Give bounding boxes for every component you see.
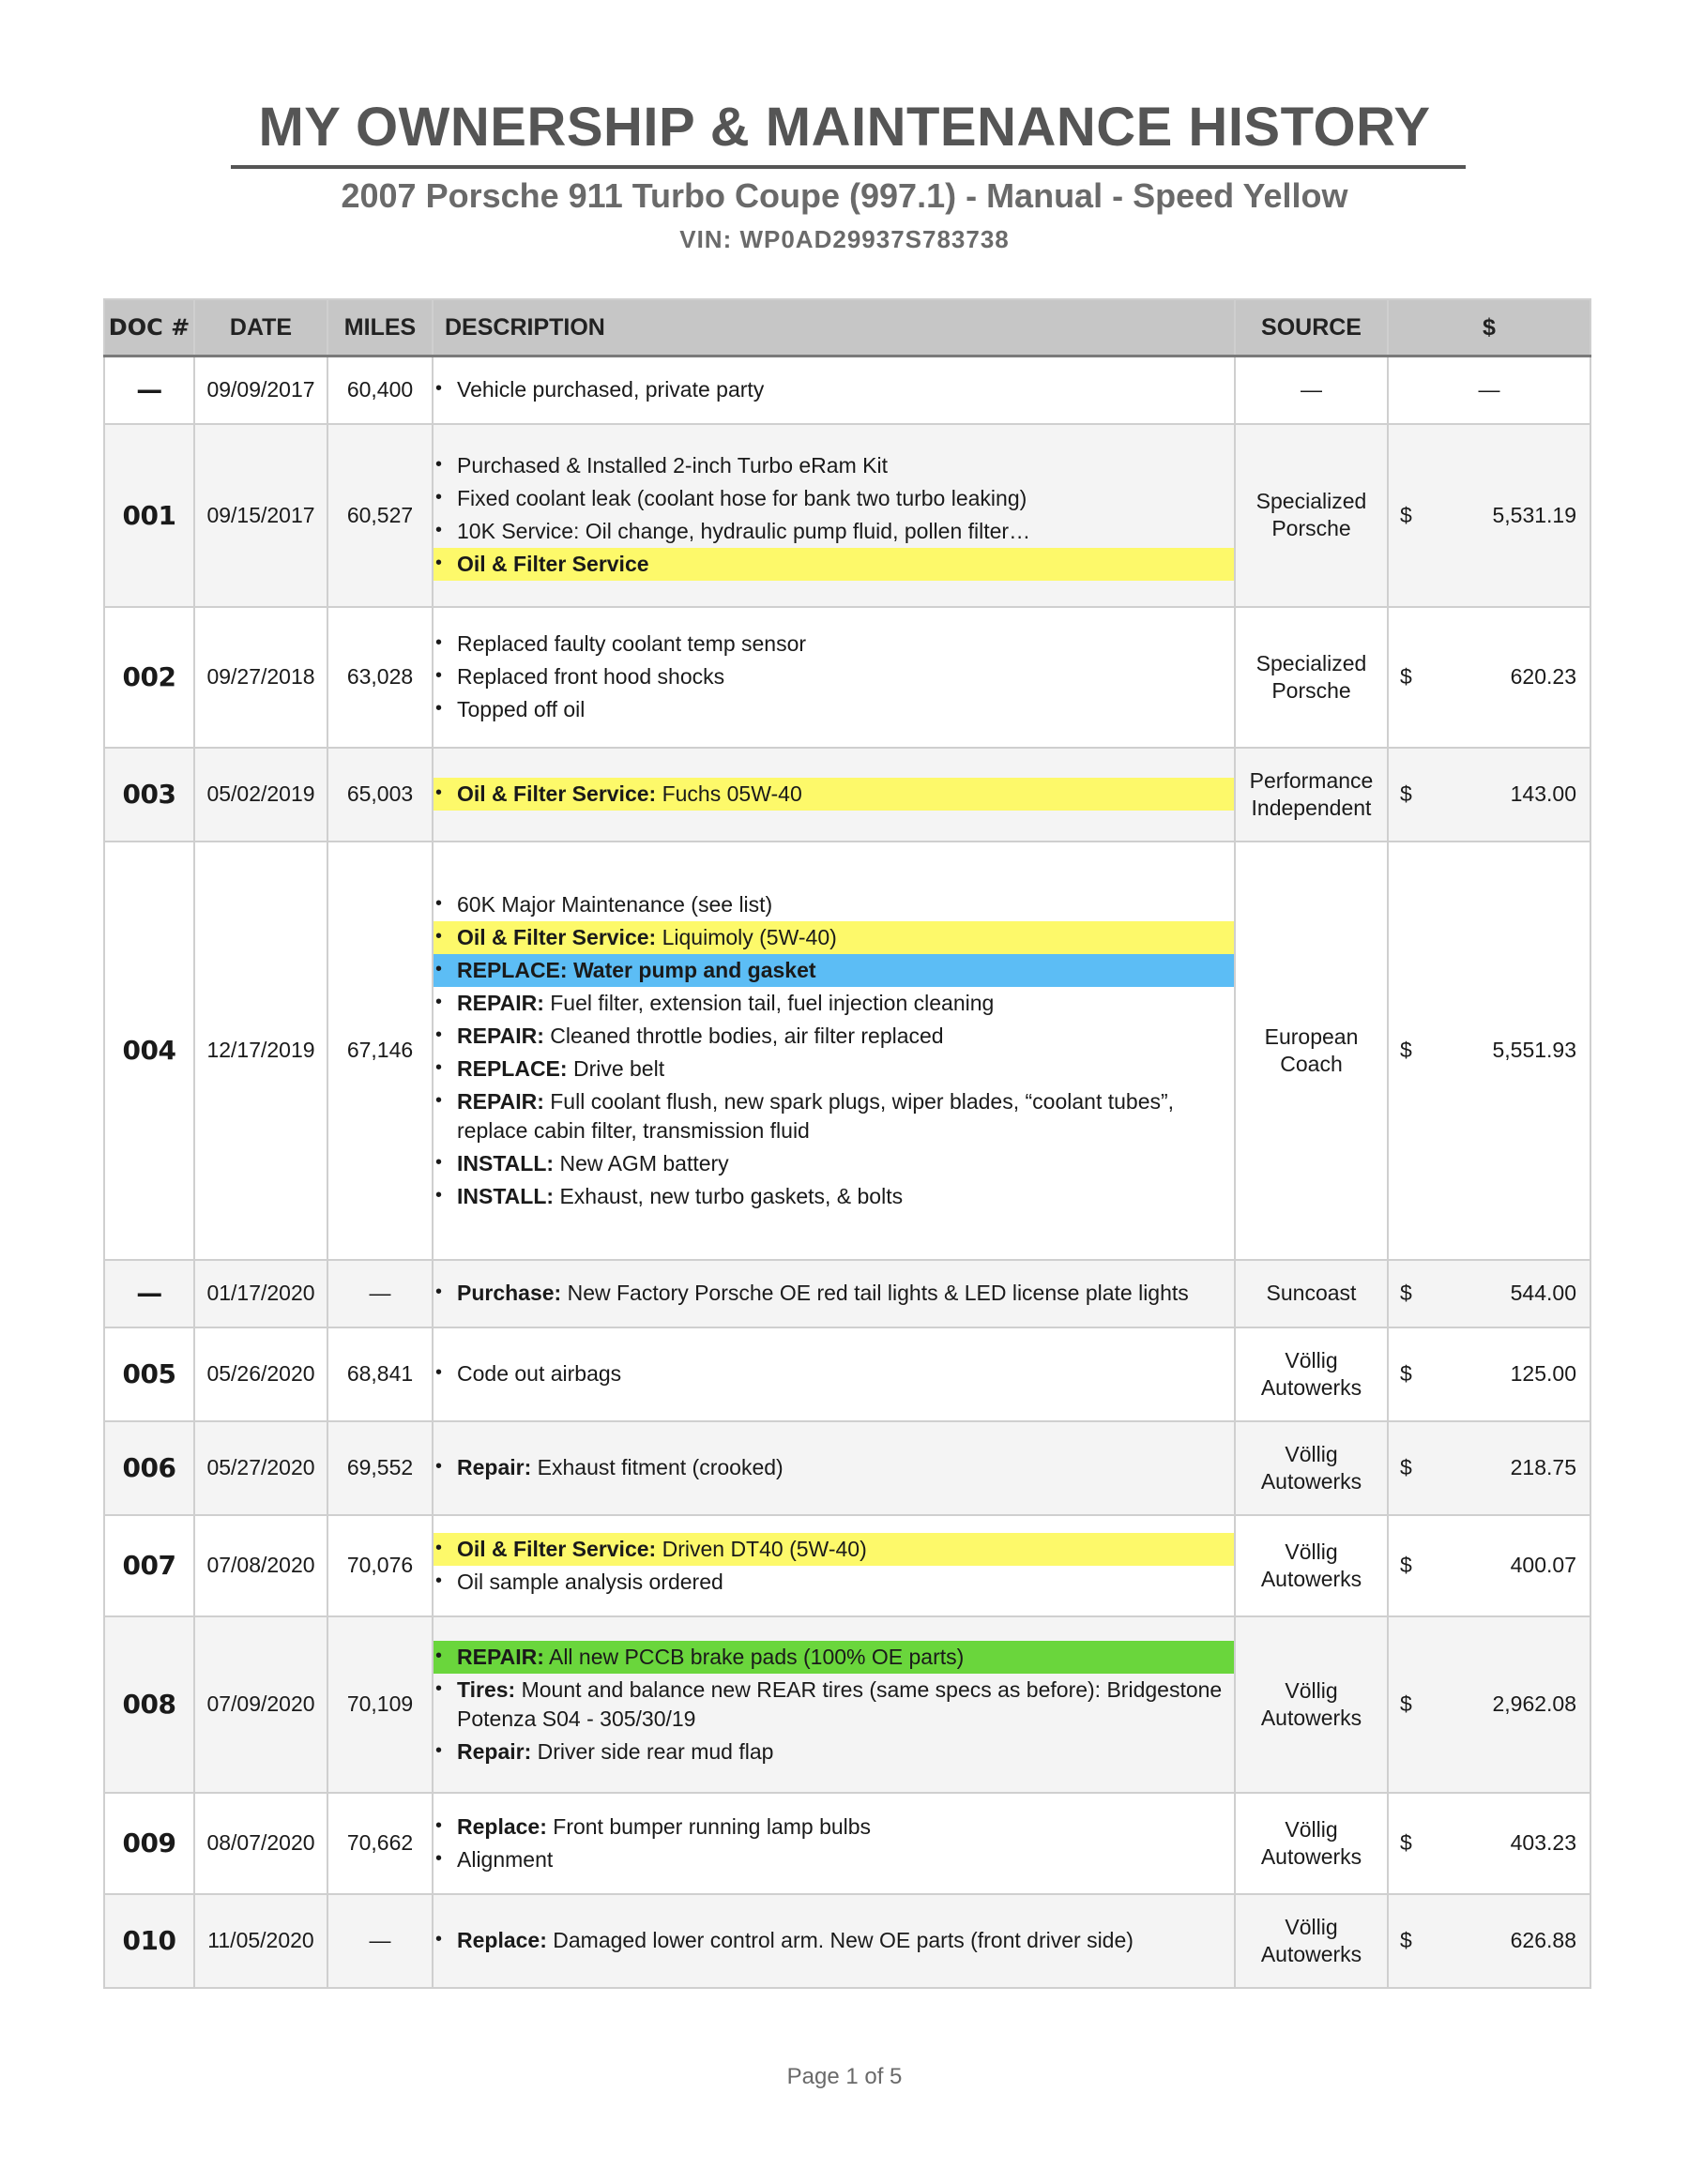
amount-cell xyxy=(1388,1793,1590,1894)
amount-wrapper xyxy=(1389,1361,1590,1387)
amount-value: 5,551.93 xyxy=(1492,1038,1576,1062)
description-item-text: 10K Service: Oil change, hydraulic pump fluid, pollen filter… xyxy=(457,519,1031,543)
description-item-text: Driver side rear mud flap xyxy=(531,1738,774,1764)
description-item-label: REPAIR: xyxy=(457,1644,544,1669)
description-item-text: Replaced faulty coolant temp sensor xyxy=(457,631,807,656)
description-cell xyxy=(433,1616,1235,1793)
odometer-miles: 60,527 xyxy=(327,424,433,607)
description-item-label: REPAIR: xyxy=(457,1088,544,1114)
amount-cell xyxy=(1388,842,1590,1260)
description-item xyxy=(434,1924,1234,1957)
description-list xyxy=(434,1641,1234,1768)
description-item-text: Fixed coolant leak (coolant hose for bank two turbo leaking) xyxy=(457,486,1027,510)
source-line: Völlig xyxy=(1285,1441,1338,1466)
description-item-text: Purchased & Installed 2-inch Turbo eRam Kit xyxy=(457,453,888,478)
description-cell xyxy=(433,748,1235,842)
description-list xyxy=(434,1451,1234,1484)
description-item xyxy=(434,548,1234,581)
amount-wrapper xyxy=(1389,1281,1590,1306)
odometer-miles: 70,662 xyxy=(327,1793,433,1894)
amount-wrapper xyxy=(1389,664,1590,690)
doc-number: 005 xyxy=(104,1327,194,1421)
amount-cell xyxy=(1388,1515,1590,1616)
description-item-text: Front bumper running lamp bulbs xyxy=(546,1813,872,1839)
source-line: Völlig xyxy=(1285,1539,1338,1564)
description-item-label: Purchase: xyxy=(457,1281,562,1305)
amount-cell xyxy=(1388,607,1590,748)
currency-symbol: $ xyxy=(1400,781,1412,806)
description-item xyxy=(434,660,1234,693)
table-row xyxy=(104,842,1590,1260)
description-item-label: Oil & Filter Service: xyxy=(457,781,657,806)
description-cell xyxy=(433,356,1235,424)
service-date: 07/09/2020 xyxy=(194,1616,327,1793)
amount-cell xyxy=(1388,356,1590,424)
description-item-label: Tires: xyxy=(457,1676,516,1702)
description-cell xyxy=(433,424,1235,607)
amount-cell xyxy=(1388,1260,1590,1327)
description-list xyxy=(434,1357,1234,1390)
description-item xyxy=(434,515,1234,548)
amount-cell xyxy=(1388,1616,1590,1793)
amount-value: — xyxy=(1478,377,1500,402)
table-row xyxy=(104,1260,1590,1327)
odometer-miles: 70,076 xyxy=(327,1515,433,1616)
currency-symbol: $ xyxy=(1400,1455,1412,1479)
column-header-doc: DOC # xyxy=(104,299,194,356)
source-line: Völlig xyxy=(1285,1677,1338,1703)
amount-value: 620.23 xyxy=(1510,664,1576,689)
source-cell xyxy=(1235,356,1388,424)
odometer-miles: 68,841 xyxy=(327,1327,433,1421)
service-date: 05/02/2019 xyxy=(194,748,327,842)
table-body xyxy=(104,356,1590,1988)
description-item-label: Oil & Filter Service xyxy=(457,552,649,576)
description-item xyxy=(434,1085,1234,1147)
description-cell xyxy=(433,1793,1235,1894)
description-list xyxy=(434,628,1234,726)
description-list xyxy=(434,1277,1234,1310)
description-item xyxy=(434,449,1234,482)
doc-number: 001 xyxy=(104,424,194,607)
description-item-label: REPAIR: xyxy=(457,1023,544,1048)
amount-value: 544.00 xyxy=(1510,1281,1576,1305)
description-item-text: Driven DT40 (5W-40) xyxy=(656,1536,867,1561)
description-item-text: Code out airbags xyxy=(457,1361,622,1386)
odometer-miles: 69,552 xyxy=(327,1421,433,1515)
service-date: 01/17/2020 xyxy=(194,1260,327,1327)
description-item xyxy=(434,778,1234,811)
source-cell xyxy=(1235,842,1388,1260)
amount-value: 400.07 xyxy=(1510,1553,1576,1577)
source-cell xyxy=(1235,748,1388,842)
description-item-text: New AGM battery xyxy=(554,1150,729,1175)
source-line: Autowerks xyxy=(1260,1705,1362,1730)
column-header-description: DESCRIPTION xyxy=(433,299,1235,356)
description-cell xyxy=(433,1421,1235,1515)
description-item xyxy=(434,1674,1234,1736)
source-cell xyxy=(1235,1327,1388,1421)
description-item-label: Replace: xyxy=(457,1928,547,1952)
amount-wrapper xyxy=(1389,503,1590,528)
title-underline xyxy=(231,165,1466,169)
description-item-text: Cleaned throttle bodies, air filter replaced xyxy=(543,1023,944,1048)
description-item xyxy=(434,1843,1234,1876)
description-cell xyxy=(433,1515,1235,1616)
table-header-row xyxy=(104,299,1590,356)
description-cell xyxy=(433,1260,1235,1327)
vin-label: VIN: WP0AD29937S783738 xyxy=(679,225,1010,253)
description-item-text: Drive belt xyxy=(567,1055,665,1081)
description-item xyxy=(434,482,1234,515)
description-item-text: Fuchs 05W-40 xyxy=(656,781,802,806)
service-date: 09/09/2017 xyxy=(194,356,327,424)
description-item-label: REPLACE: xyxy=(457,1055,568,1081)
source-line: Völlig xyxy=(1285,1816,1338,1842)
amount-value: 2,962.08 xyxy=(1492,1691,1576,1716)
source-cell xyxy=(1235,1616,1388,1793)
column-header-amount: $ xyxy=(1388,299,1590,356)
amount-value: 143.00 xyxy=(1510,781,1576,806)
doc-number: — xyxy=(104,356,194,424)
source-line: Völlig xyxy=(1285,1347,1338,1373)
description-item xyxy=(434,1147,1234,1180)
amount-cell xyxy=(1388,1894,1590,1988)
description-item-text: Exhaust, new turbo gaskets, & bolts xyxy=(554,1183,904,1208)
doc-number: 003 xyxy=(104,748,194,842)
source-cell xyxy=(1235,1894,1388,1988)
description-list xyxy=(434,1533,1234,1599)
source-line: Autowerks xyxy=(1260,1843,1362,1869)
amount-cell xyxy=(1388,748,1590,842)
description-item-text: Alignment xyxy=(457,1846,554,1872)
description-item xyxy=(434,693,1234,726)
amount-wrapper xyxy=(1389,1830,1590,1856)
table-row xyxy=(104,424,1590,607)
doc-number: 007 xyxy=(104,1515,194,1616)
currency-symbol: $ xyxy=(1400,1361,1412,1386)
doc-number: 004 xyxy=(104,842,194,1260)
description-item xyxy=(434,1277,1234,1310)
description-item-text: Fuel filter, extension tail, fuel injection cleaning xyxy=(543,990,995,1015)
amount-wrapper xyxy=(1389,1038,1590,1063)
service-date: 09/15/2017 xyxy=(194,424,327,607)
doc-number: 010 xyxy=(104,1894,194,1988)
description-item xyxy=(434,1357,1234,1390)
description-item xyxy=(434,373,1234,406)
currency-symbol: $ xyxy=(1400,1691,1412,1716)
source-line: Porsche xyxy=(1271,516,1351,540)
source-line: Specialized xyxy=(1255,650,1367,675)
table-row xyxy=(104,1793,1590,1894)
description-item-text: Replaced front hood shocks xyxy=(457,664,725,689)
currency-symbol: $ xyxy=(1400,1038,1412,1062)
amount-wrapper xyxy=(1389,1928,1590,1953)
description-cell xyxy=(433,842,1235,1260)
table-row xyxy=(104,1327,1590,1421)
service-date: 12/17/2019 xyxy=(194,842,327,1260)
table-row xyxy=(104,748,1590,842)
doc-number: 006 xyxy=(104,1421,194,1515)
source-line: Autowerks xyxy=(1260,1374,1362,1400)
currency-symbol: $ xyxy=(1400,1830,1412,1855)
doc-number: 008 xyxy=(104,1616,194,1793)
service-date: 05/26/2020 xyxy=(194,1327,327,1421)
amount-cell xyxy=(1388,1421,1590,1515)
odometer-miles: 70,109 xyxy=(327,1616,433,1793)
description-item xyxy=(434,628,1234,660)
amount-wrapper xyxy=(1389,781,1590,807)
source-cell xyxy=(1235,1421,1388,1515)
description-item-text: Exhaust fitment (crooked) xyxy=(531,1455,784,1479)
currency-symbol: $ xyxy=(1400,1553,1412,1577)
description-item-label: REPLACE: Water pump and gasket xyxy=(457,957,816,982)
description-item-text: Topped off oil xyxy=(457,697,586,721)
description-item-text: Damaged lower control arm. New OE parts (front driver side) xyxy=(546,1928,1134,1952)
description-item-label: INSTALL: xyxy=(457,1183,555,1208)
description-item-text: All new PCCB brake pads (100% OE parts) xyxy=(543,1644,965,1669)
service-date: 09/27/2018 xyxy=(194,607,327,748)
source-cell xyxy=(1235,424,1388,607)
source-line: Völlig xyxy=(1285,1914,1338,1939)
source-line: Autowerks xyxy=(1260,1566,1362,1591)
odometer-miles: 60,400 xyxy=(327,356,433,424)
source-line: — xyxy=(1301,377,1322,402)
currency-symbol: $ xyxy=(1400,1281,1412,1305)
description-item-text: Oil sample analysis ordered xyxy=(457,1569,723,1594)
amount-value: 626.88 xyxy=(1510,1928,1576,1952)
amount-wrapper xyxy=(1389,1455,1590,1480)
description-item xyxy=(434,1180,1234,1213)
description-list xyxy=(434,1924,1234,1957)
source-line: Suncoast xyxy=(1266,1281,1357,1305)
table-row xyxy=(104,356,1590,424)
description-cell xyxy=(433,1327,1235,1421)
description-list xyxy=(434,373,1234,406)
description-list xyxy=(434,778,1234,811)
document-title: MY OWNERSHIP & MAINTENANCE HISTORY xyxy=(258,97,1431,158)
description-item-text: Full coolant flush, new spark plugs, wiper blades, “coolant tubes”, replace cabin filter, transmission fluid xyxy=(457,1088,1175,1143)
description-item-text: New Factory Porsche OE red tail lights & LED license plate lights xyxy=(561,1281,1189,1305)
amount-value: 403.23 xyxy=(1510,1830,1576,1855)
description-item xyxy=(434,1053,1234,1085)
description-cell xyxy=(433,607,1235,748)
doc-number: — xyxy=(104,1260,194,1327)
description-item xyxy=(434,1566,1234,1599)
description-item xyxy=(434,921,1234,954)
source-line: Performance xyxy=(1249,767,1374,793)
table-row xyxy=(104,1515,1590,1616)
doc-number: 009 xyxy=(104,1793,194,1894)
description-item xyxy=(434,1020,1234,1053)
description-list xyxy=(434,888,1234,1213)
maintenance-history-table xyxy=(103,298,1591,1989)
currency-symbol: $ xyxy=(1400,664,1412,689)
description-item xyxy=(434,954,1234,987)
description-cell xyxy=(433,1894,1235,1988)
description-item xyxy=(434,1533,1234,1566)
description-item-text: Mount and balance new REAR tires (same specs as before): Bridgestone Potenza S04 - 305/30/19 xyxy=(457,1676,1223,1731)
odometer-miles: — xyxy=(327,1260,433,1327)
amount-wrapper xyxy=(1389,1691,1590,1717)
amount-value: 5,531.19 xyxy=(1492,502,1576,527)
description-list xyxy=(434,449,1234,581)
currency-symbol: $ xyxy=(1400,502,1412,527)
source-line: Autowerks xyxy=(1260,1941,1362,1966)
description-item-label: Repair: xyxy=(457,1738,532,1764)
description-item xyxy=(434,987,1234,1020)
source-cell xyxy=(1235,1260,1388,1327)
service-date: 08/07/2020 xyxy=(194,1793,327,1894)
odometer-miles: 67,146 xyxy=(327,842,433,1260)
amount-wrapper xyxy=(1389,1553,1590,1578)
description-item-text: Liquimoly (5W-40) xyxy=(656,924,837,949)
page-number: Page 1 of 5 xyxy=(786,2064,903,2089)
currency-symbol: $ xyxy=(1400,1928,1412,1952)
description-item-label: Oil & Filter Service: xyxy=(457,924,657,949)
source-cell xyxy=(1235,607,1388,748)
description-list xyxy=(434,1811,1234,1876)
description-item xyxy=(434,1811,1234,1843)
table-row xyxy=(104,1894,1590,1988)
amount-cell xyxy=(1388,424,1590,607)
description-item xyxy=(434,888,1234,921)
odometer-miles: 63,028 xyxy=(327,607,433,748)
description-item-text: Vehicle purchased, private party xyxy=(457,377,765,402)
description-item xyxy=(434,1451,1234,1484)
vehicle-subtitle: 2007 Porsche 911 Turbo Coupe (997.1) - Manual - Speed Yellow xyxy=(341,176,1348,215)
service-date: 11/05/2020 xyxy=(194,1894,327,1988)
odometer-miles: 65,003 xyxy=(327,748,433,842)
column-header-miles: MILES xyxy=(327,299,433,356)
description-item xyxy=(434,1641,1234,1674)
description-item xyxy=(434,1736,1234,1768)
description-item-label: INSTALL: xyxy=(457,1150,555,1175)
doc-number: 002 xyxy=(104,607,194,748)
column-header-date: DATE xyxy=(194,299,327,356)
column-header-source: SOURCE xyxy=(1235,299,1388,356)
odometer-miles: — xyxy=(327,1894,433,1988)
description-item-label: REPAIR: xyxy=(457,990,544,1015)
source-line: Specialized xyxy=(1255,489,1367,513)
table-row xyxy=(104,1616,1590,1793)
source-line: Autowerks xyxy=(1260,1468,1362,1494)
service-date: 07/08/2020 xyxy=(194,1515,327,1616)
table-row xyxy=(104,607,1590,748)
source-line: Independent xyxy=(1251,795,1372,820)
amount-value: 125.00 xyxy=(1510,1361,1576,1386)
source-cell xyxy=(1235,1515,1388,1616)
source-line: Coach xyxy=(1280,1051,1343,1076)
amount-cell xyxy=(1388,1327,1590,1421)
description-item-text: 60K Major Maintenance (see list) xyxy=(457,891,773,917)
description-item-label: Oil & Filter Service: xyxy=(457,1536,657,1561)
amount-value: 218.75 xyxy=(1510,1455,1576,1479)
source-line: Porsche xyxy=(1271,677,1351,703)
description-item-label: Repair: xyxy=(457,1455,532,1479)
description-item-label: Replace: xyxy=(457,1813,547,1839)
table-row xyxy=(104,1421,1590,1515)
source-cell xyxy=(1235,1793,1388,1894)
source-line: European xyxy=(1264,1024,1359,1049)
service-date: 05/27/2020 xyxy=(194,1421,327,1515)
